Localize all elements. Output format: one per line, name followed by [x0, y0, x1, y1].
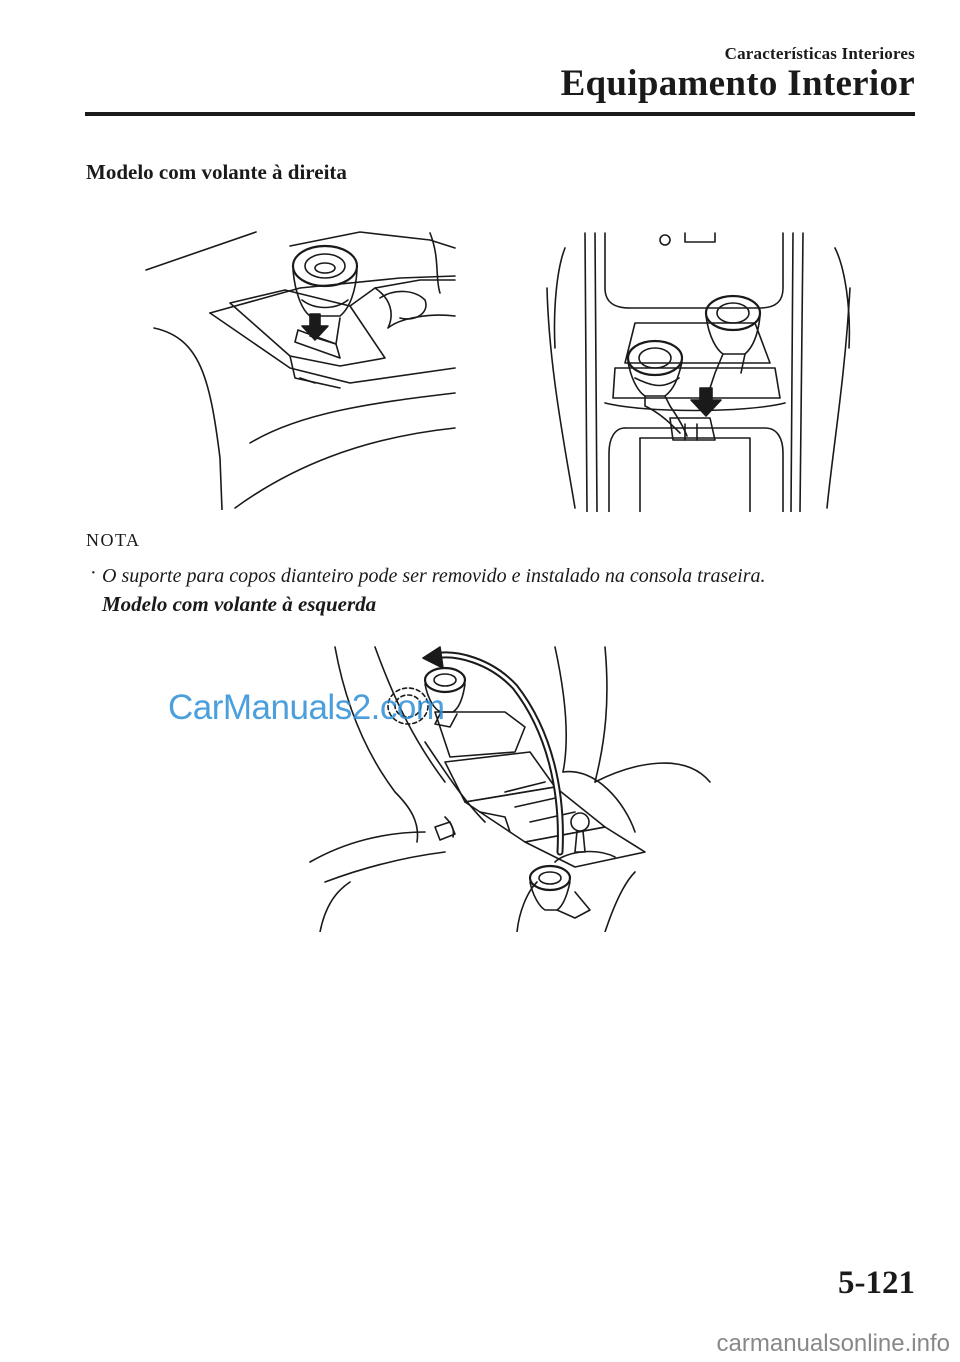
section-kicker: Características Interiores	[724, 44, 915, 63]
page-number: 5-121	[838, 1265, 915, 1301]
lhd-model-heading: Modelo com volante à esquerda	[102, 592, 377, 616]
page-title: Equipamento Interior	[560, 63, 915, 104]
watermark-text: CarManuals2.com	[168, 688, 445, 727]
cupholder-transfer-illustration	[305, 642, 715, 932]
note-text: O suporte para copos dianteiro pode ser removido e instalado na consola traseira.	[102, 565, 766, 587]
header-divider	[85, 112, 915, 116]
note-bullet: ·	[90, 562, 97, 584]
front-cupholder-removal-illustration	[140, 218, 460, 510]
rear-console-install-illustration	[545, 228, 860, 512]
rhd-model-heading: Modelo com volante à direita	[86, 160, 347, 184]
note-heading: NOTA	[86, 530, 141, 550]
footer-watermark: carmanualsonline.info	[716, 1330, 950, 1357]
